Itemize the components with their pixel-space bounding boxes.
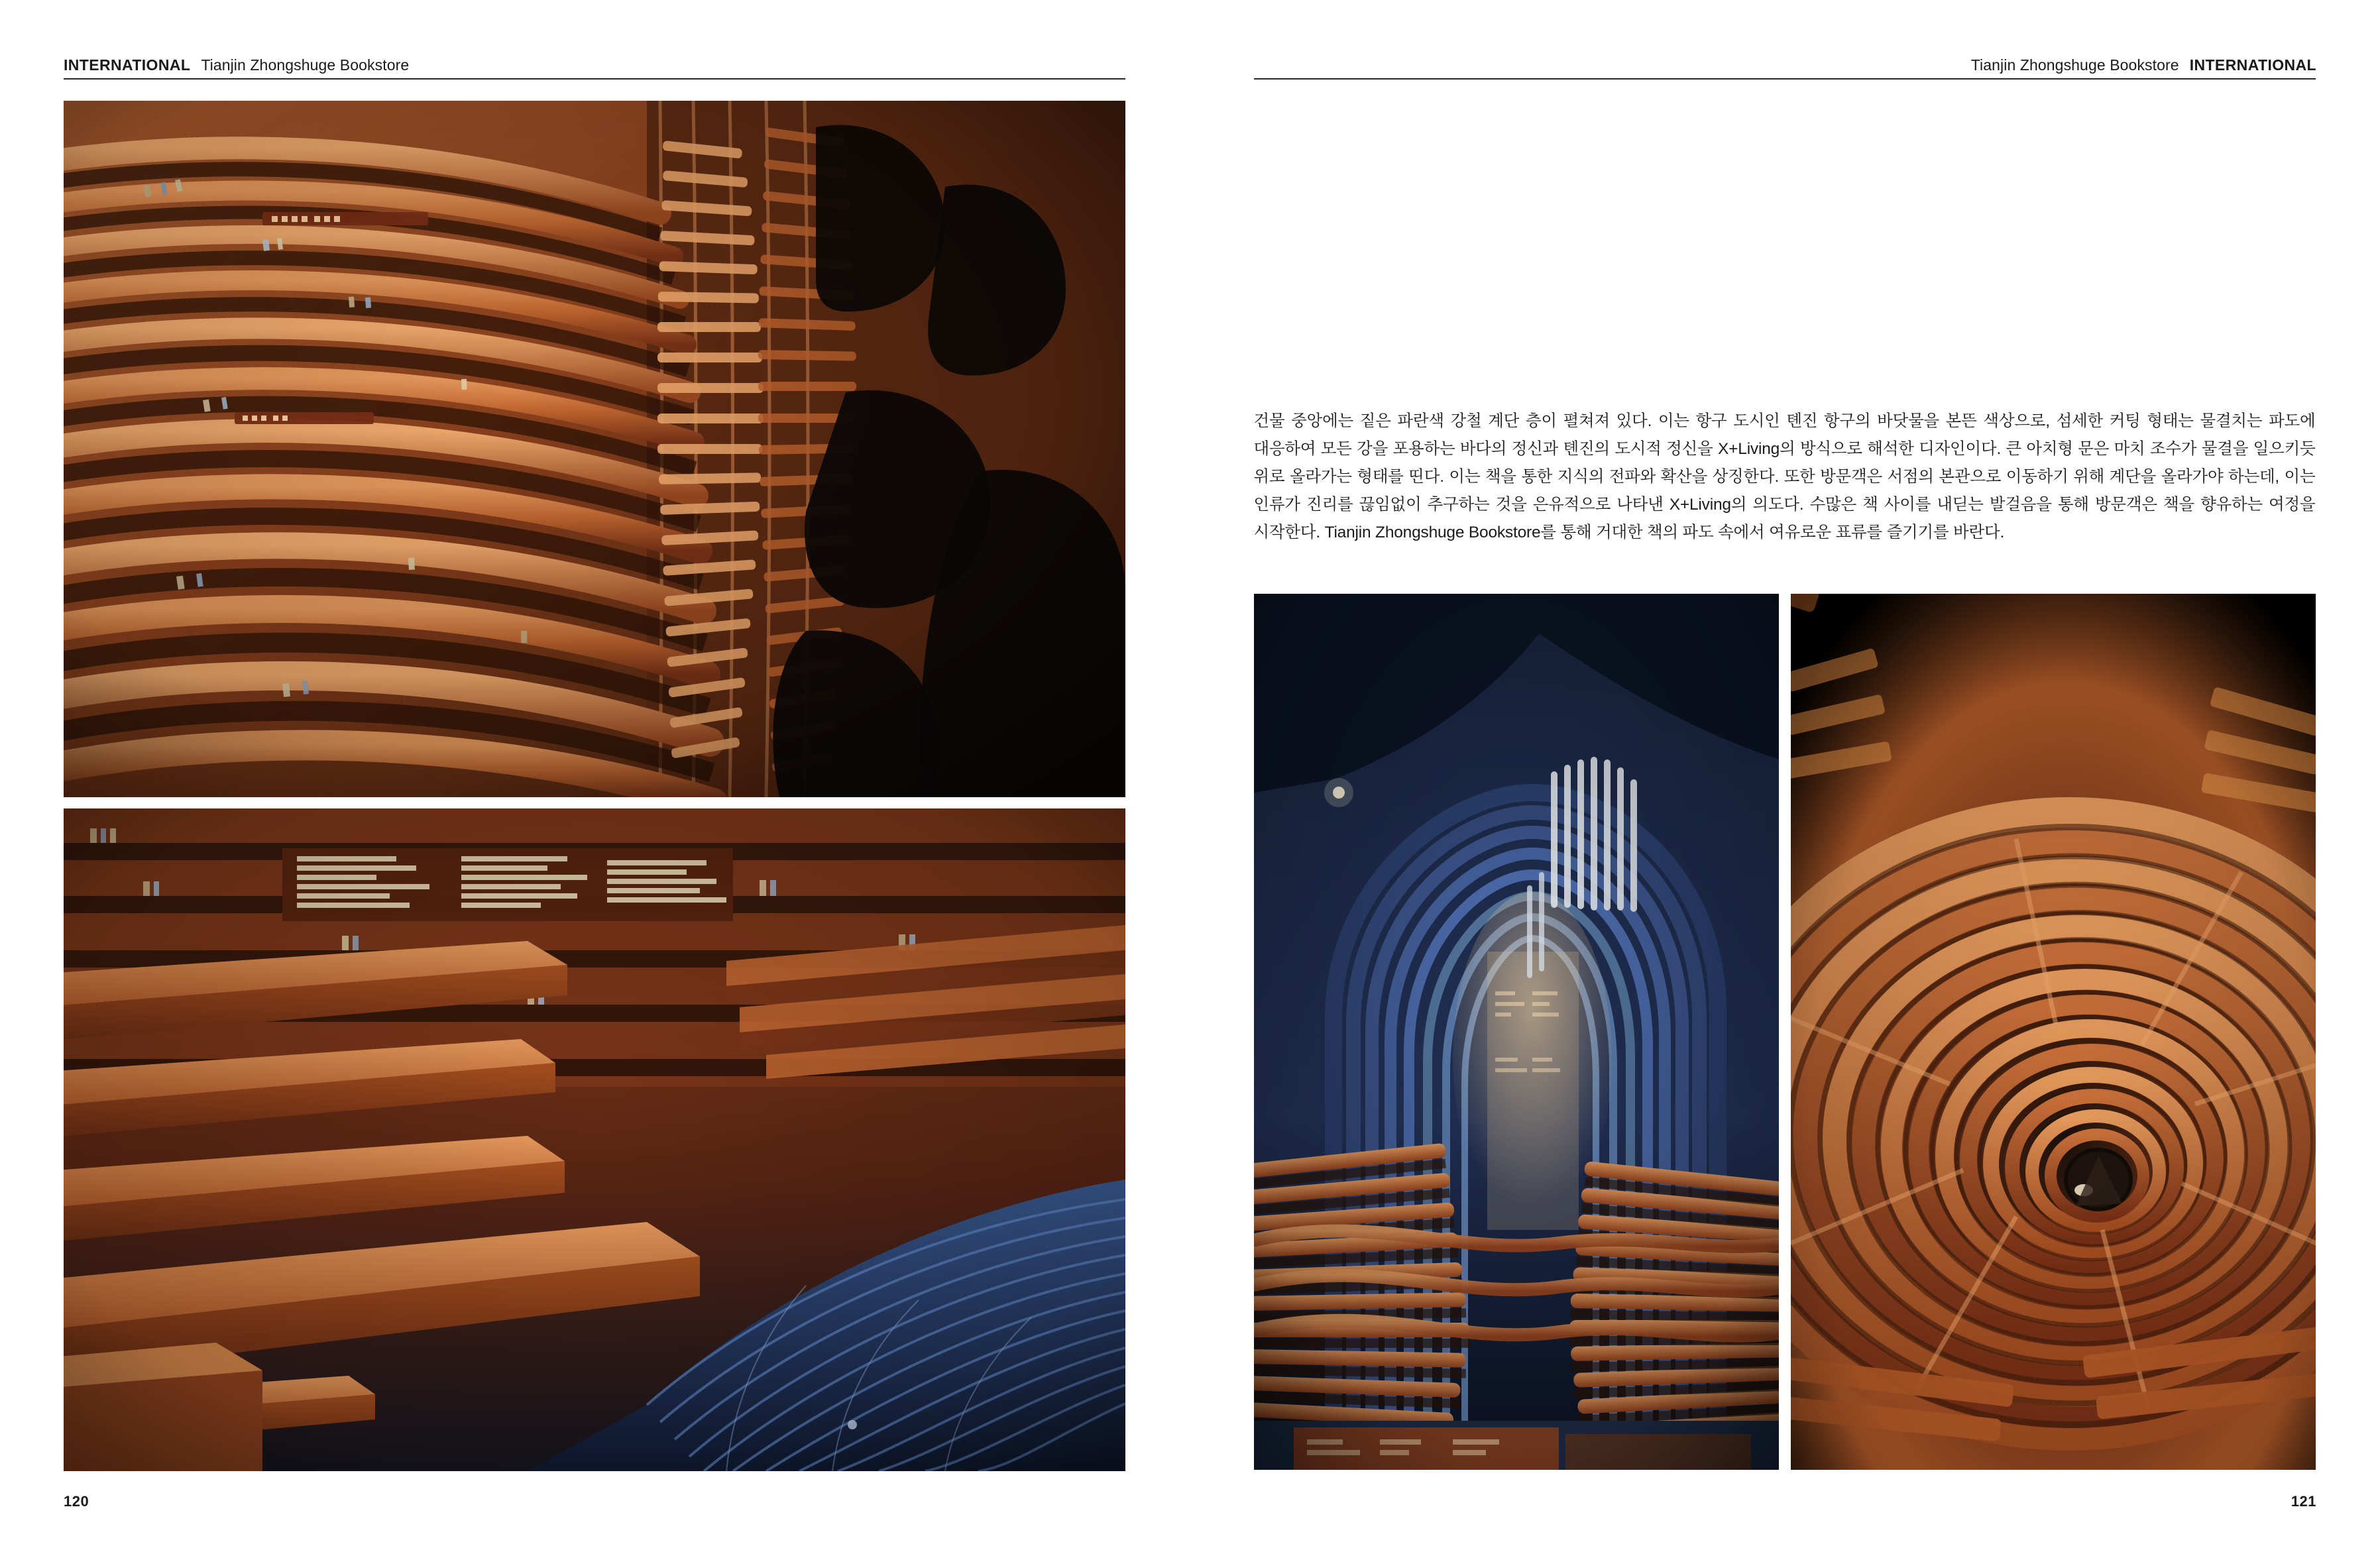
figure-cantilevered-shelf-layers <box>64 808 1125 1471</box>
figure-spiral-bookwell-aerial <box>1791 594 2316 1470</box>
header-rule-left <box>64 78 1125 80</box>
page-number-right: 121 <box>2291 1493 2316 1510</box>
figure-artwork <box>1254 594 1779 1470</box>
figure-curved-timber-shelves <box>64 101 1125 797</box>
page-number-left: 120 <box>64 1493 89 1510</box>
running-head-left <box>64 52 1127 74</box>
running-head-brand: INTERNATIONAL <box>2189 56 2316 74</box>
running-head-title: Tianjin Zhongshuge Bookstore <box>1970 56 2179 74</box>
figure-artwork <box>1791 594 2316 1470</box>
figure-artwork <box>64 101 1125 797</box>
page-right <box>1190 0 2380 1550</box>
header-rule-right <box>1254 78 2316 80</box>
figure-artwork <box>64 808 1125 1471</box>
running-head-title: Tianjin Zhongshuge Bookstore <box>201 56 410 74</box>
running-head-brand: INTERNATIONAL <box>64 56 191 74</box>
body-text: 건물 중앙에는 짙은 파란색 강철 계단 층이 펼쳐져 있다. 이는 항구 도시인 톈진 항구의 바닷물을 본뜬 색상으로, 섬세한 커팅 형태는 물결치는 파도에 대응하여 모든 강을 포용하는 바다의 정신과 톈진의 도시적 정신을 X+Living의 방식으로 해석한 디자인이다. 큰 아치형 문은 마치 조수가 물결을 일으키듯 위로 올라가는 형태를 띤다. 이는 책을 통한 지식의 전파와 확산을 상징한다. 또한 방문객은 서점의 본관으로 이동하기 위해 계단을 올라가야 하는데, 이는 인류가 진리를 끊임없이 추구하는 것을 은유적으로 나타낸 X+Living의 의도다. 수많은 책 사이를 내딛는 발걸음을 통해 방문객은 책을 향유하는 여정을 시작한다. Tianjin Zhongshuge Bookstore를 통해 거대한 책의 파도 속에서 여유로운 표류를 즐기기를 바란다. <box>1253 412 2316 541</box>
figure-blue-arched-atrium <box>1254 594 1779 1470</box>
running-head-right <box>1254 52 2317 74</box>
